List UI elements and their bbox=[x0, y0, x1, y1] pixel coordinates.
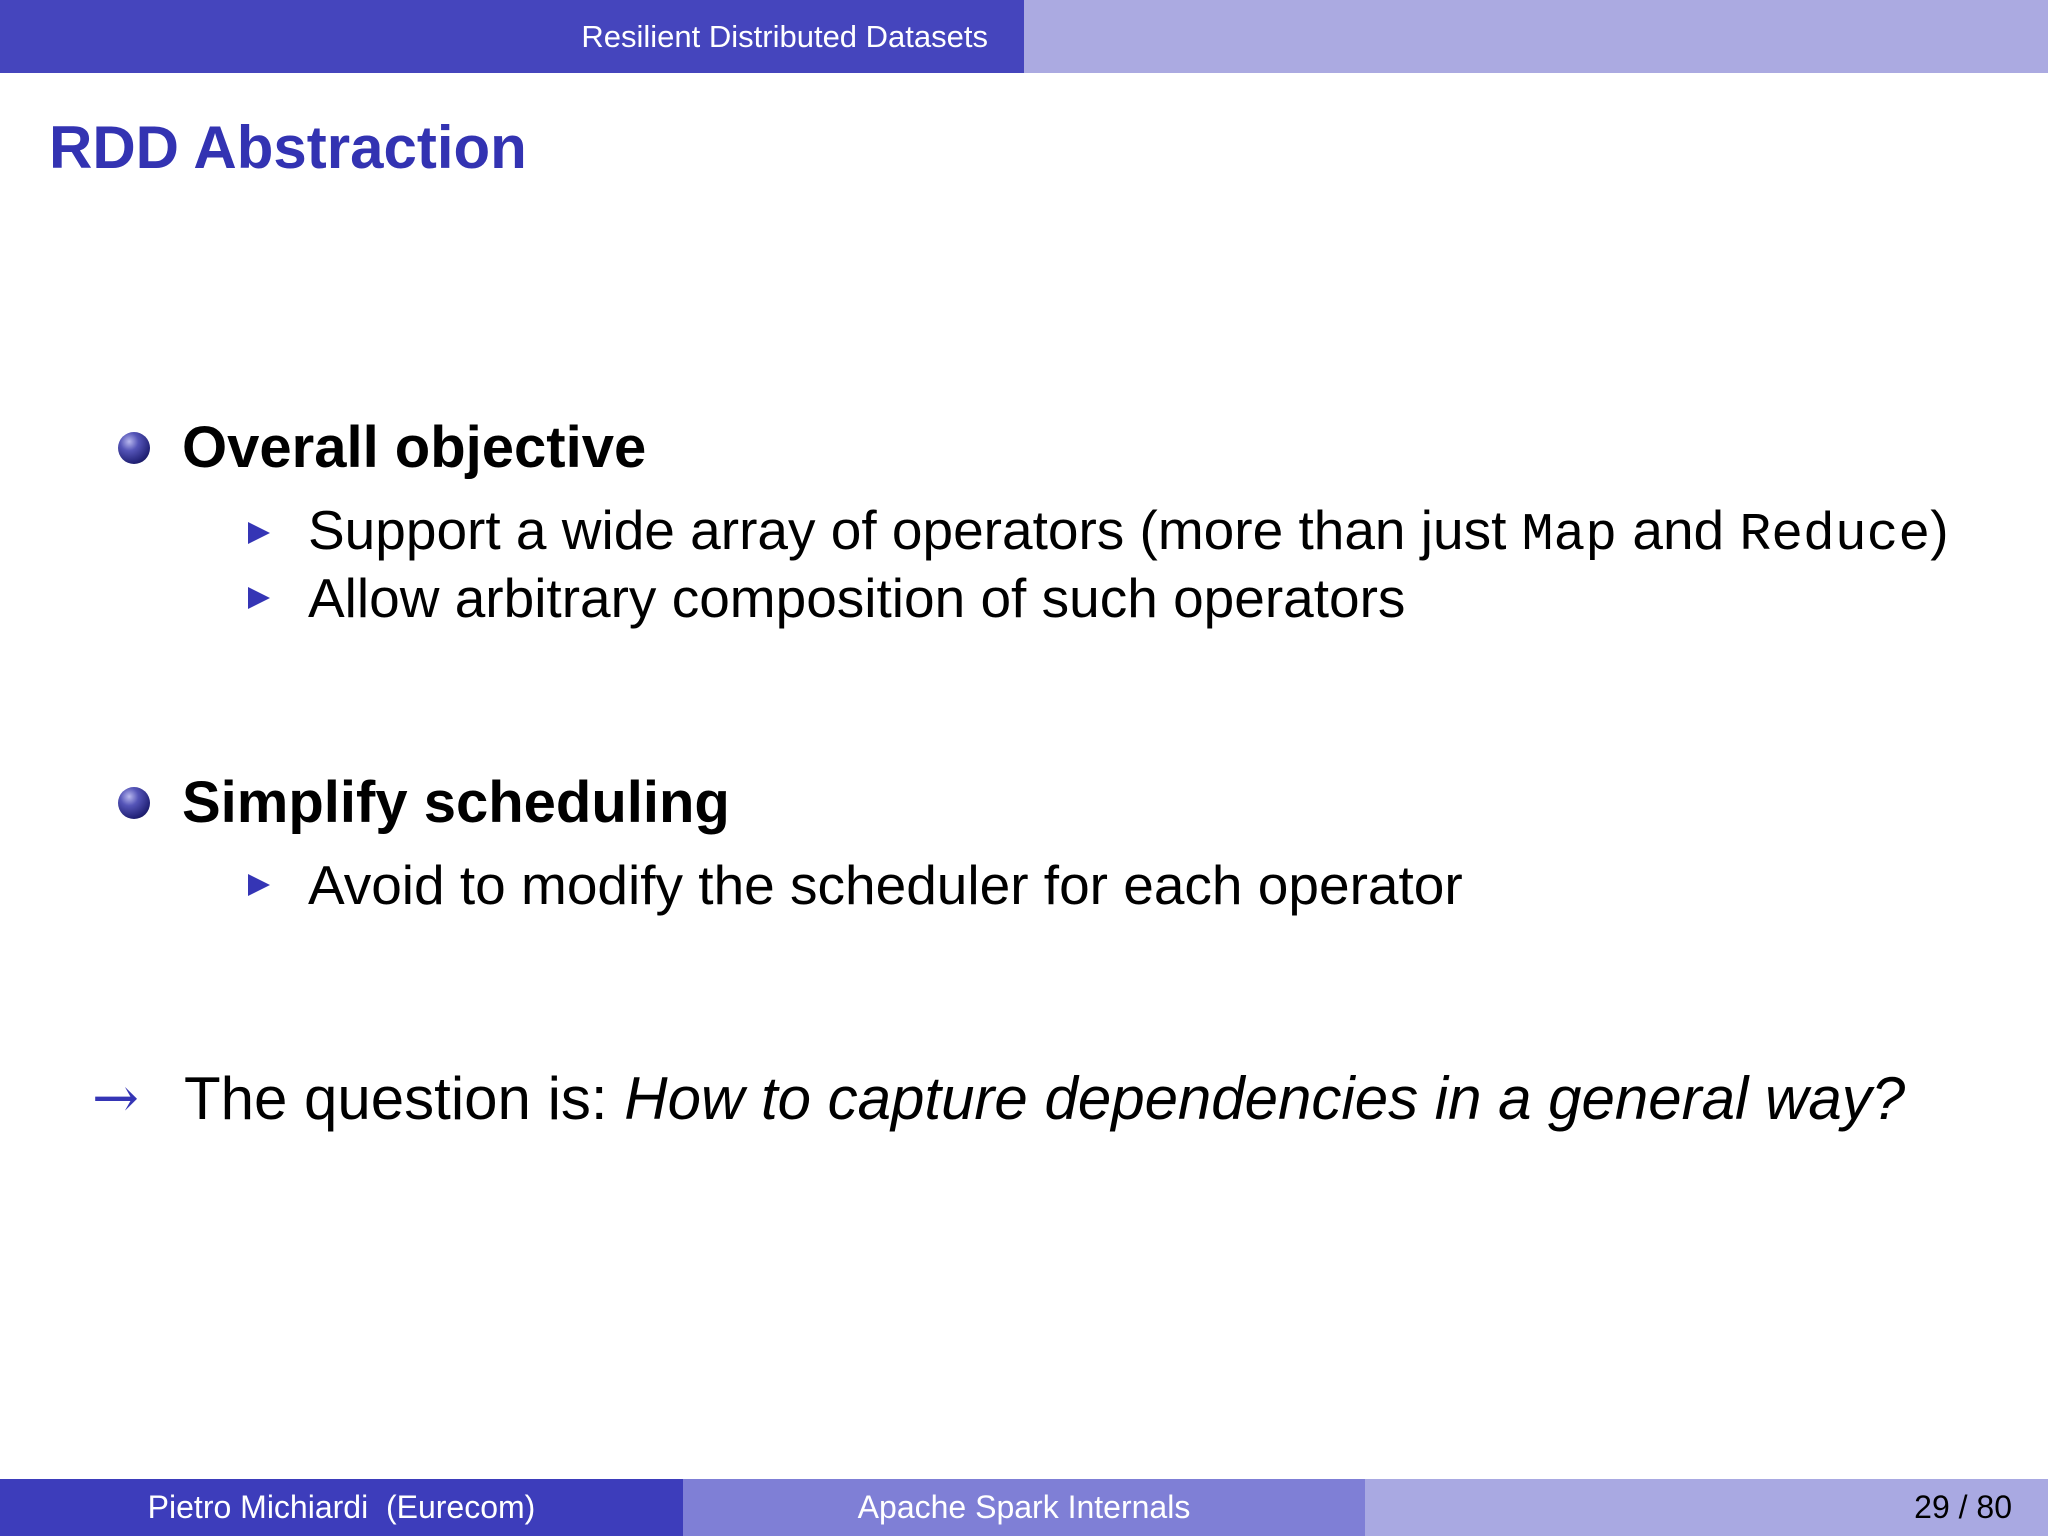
conclusion-line bbox=[92, 1063, 1905, 1135]
bullet-heading: Simplify scheduling bbox=[182, 770, 730, 835]
sub-item-composition bbox=[248, 565, 1405, 631]
sub-item-scheduler bbox=[248, 852, 1463, 918]
sub-item-text bbox=[308, 497, 1949, 568]
conclusion-question: How to capture dependencies in a general way? bbox=[624, 1065, 1906, 1132]
header-bar-spacer bbox=[1024, 0, 2048, 73]
page-number: 29 / 80 bbox=[1365, 1479, 2048, 1536]
footer-author[interactable]: Pietro Michiardi (Eurecom) bbox=[0, 1479, 683, 1536]
sphere-bullet-icon bbox=[118, 432, 150, 464]
bullet-heading: Overall objective bbox=[182, 415, 647, 480]
sub-item-text-before: Support a wide array of operators (more than just bbox=[308, 499, 1522, 561]
footer-bar bbox=[0, 1479, 2048, 1536]
bullet-simplify-scheduling bbox=[118, 769, 730, 837]
right-arrow-icon: → bbox=[92, 1066, 139, 1131]
sub-item-text: Avoid to modify the scheduler for each operator bbox=[308, 854, 1463, 916]
sub-item-text-middle: and bbox=[1617, 499, 1740, 561]
sphere-bullet-icon bbox=[118, 787, 150, 819]
sub-item-text: Allow arbitrary composition of such operators bbox=[308, 567, 1406, 629]
sub-item-text-after: ) bbox=[1930, 499, 1949, 561]
code-reduce: Reduce bbox=[1739, 505, 1931, 565]
slide-title: RDD Abstraction bbox=[49, 114, 527, 181]
header-bar bbox=[0, 0, 2048, 73]
section-title[interactable]: Resilient Distributed Datasets bbox=[0, 0, 1024, 73]
triangle-bullet-icon bbox=[248, 587, 270, 609]
code-map: Map bbox=[1521, 505, 1618, 565]
bullet-overall-objective bbox=[118, 414, 646, 482]
triangle-bullet-icon bbox=[248, 522, 270, 544]
footer-talk-title[interactable]: Apache Spark Internals bbox=[683, 1479, 1365, 1536]
sub-item-operators bbox=[248, 497, 1949, 568]
triangle-bullet-icon bbox=[248, 874, 270, 896]
conclusion-prefix: The question is: bbox=[184, 1065, 625, 1132]
